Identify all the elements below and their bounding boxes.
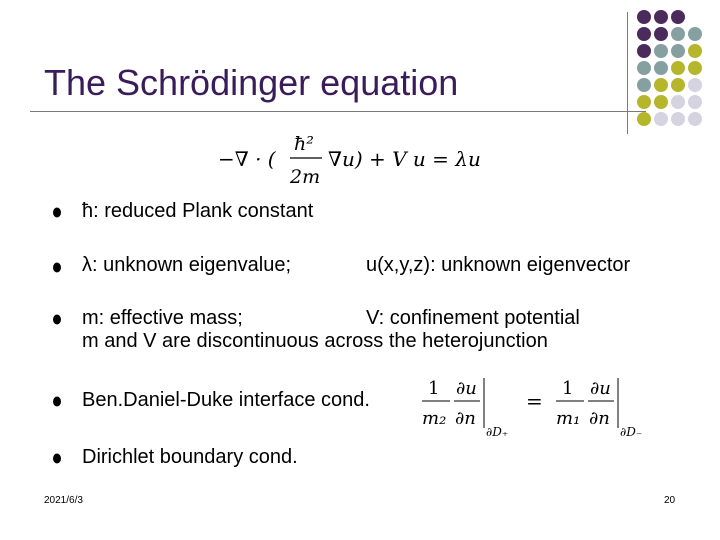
- bullet-text-dirichlet: Dirichlet boundary cond.: [82, 446, 298, 468]
- decorative-dot: [688, 44, 702, 58]
- bullet-text-eigenvalue: λ: unknown eigenvalue;: [82, 254, 292, 276]
- slide-title: The Schrödinger equation: [44, 62, 459, 103]
- decorative-dot: [671, 10, 685, 24]
- decorative-dot: [654, 27, 668, 41]
- decorative-dot: [671, 44, 685, 58]
- bullet-text-bendaniel-duke: Ben.Daniel-Duke interface cond.: [82, 389, 370, 411]
- bullet-marker: [52, 262, 62, 273]
- equation-frac-den: 2m: [290, 166, 321, 188]
- bullet-text-discontinuous: m and V are discontinuous across the heterojunction: [82, 330, 548, 352]
- svg-text:m₁: m₁: [556, 408, 581, 429]
- decorative-dot: [688, 27, 702, 41]
- bullet-marker: [52, 396, 62, 407]
- svg-text:∂D₊: ∂D₊: [486, 425, 509, 439]
- svg-text:1: 1: [428, 378, 440, 399]
- decorative-dot: [654, 44, 668, 58]
- footer-page-number: 20: [664, 495, 676, 506]
- decorative-dot: [671, 112, 685, 126]
- svg-text:∂n: ∂n: [455, 408, 476, 429]
- decorative-dot: [637, 61, 651, 75]
- svg-text:m₂: m₂: [422, 408, 447, 429]
- decorative-dot: [688, 112, 702, 126]
- decorative-dot: [688, 78, 702, 92]
- svg-text:=: =: [526, 389, 543, 413]
- bullet-text-mass: m: effective mass;: [82, 307, 243, 329]
- svg-text:1: 1: [562, 378, 574, 399]
- decorative-dot: [671, 78, 685, 92]
- interface-condition-equation: [418, 372, 658, 442]
- equation-prefix: −∇ · (: [218, 147, 276, 171]
- svg-text:∂D₋: ∂D₋: [620, 425, 643, 439]
- equation-frac-num: ħ²: [294, 133, 314, 155]
- schrodinger-equation: [218, 128, 518, 190]
- decorative-dot: [637, 95, 651, 109]
- bullet-marker: [52, 314, 62, 325]
- decorative-dot: [688, 61, 702, 75]
- equation-rhs: ∇u) + V u = λu: [328, 147, 481, 171]
- decorative-dot: [637, 44, 651, 58]
- decorative-dot: [654, 78, 668, 92]
- decorative-dot: [671, 61, 685, 75]
- decorative-dot: [671, 95, 685, 109]
- decorative-dot: [671, 27, 685, 41]
- decorative-dot: [637, 78, 651, 92]
- bullet-text-planck: ħ: reduced Plank constant: [82, 200, 314, 222]
- bullet-marker: [52, 453, 62, 464]
- decorative-dot: [637, 10, 651, 24]
- vertical-rule: [627, 12, 628, 134]
- decorative-dot: [654, 10, 668, 24]
- decorative-dot: [654, 61, 668, 75]
- decorative-dot: [688, 95, 702, 109]
- svg-text:∂u: ∂u: [590, 378, 611, 399]
- svg-text:∂u: ∂u: [456, 378, 477, 399]
- bullet-text-eigenvector: u(x,y,z): unknown eigenvector: [366, 254, 631, 276]
- decorative-dot: [654, 112, 668, 126]
- decorative-dot: [654, 95, 668, 109]
- svg-text:∂n: ∂n: [589, 408, 610, 429]
- title-rule: [30, 111, 646, 112]
- bullet-marker: [52, 207, 62, 218]
- bullet-text-potential: V: confinement potential: [366, 307, 580, 329]
- footer-date: 2021/6/3: [44, 495, 83, 506]
- decorative-dot: [637, 112, 651, 126]
- decorative-dot: [637, 27, 651, 41]
